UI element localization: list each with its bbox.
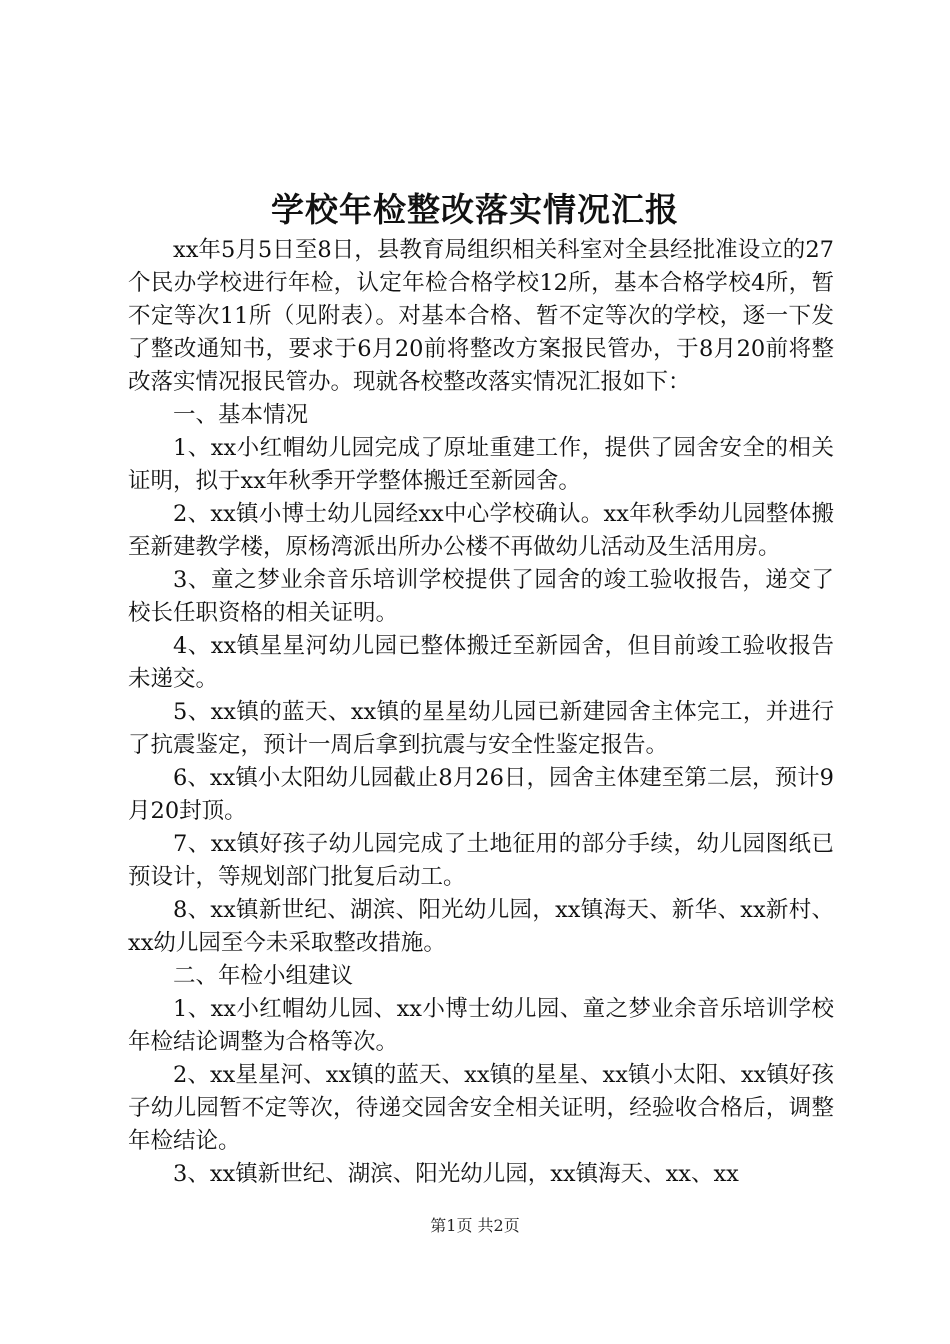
section-heading-basic-situation: 一、基本情况 [173, 402, 309, 428]
intro-paragraph: xx年5月5日至8日，县教育局组织相关科室对全县经批准设立的27个民办学校进行年检，认定年检合格学校12所，基本合格学校4所，暂不定等次11所（见附表）。对基本合格、暂不定等次的学校，逐一下发了整改通知书，要求于6月20前将整改方案报民管办，于8月20前将整改落实情况报民管办。现就各校整改落实情况汇报如下： [128, 237, 834, 395]
basic-situation-item-4: 4、xx镇星星河幼儿园已整体搬迁至新园舍，但目前竣工验收报告未递交。 [128, 633, 834, 692]
basic-situation-item-2: 2、xx镇小博士幼儿园经xx中心学校确认。xx年秋季幼儿园整体搬至新建教学楼，原杨湾派出所办公楼不再做幼儿活动及生活用房。 [128, 501, 834, 560]
recommendation-item-2: 2、xx星星河、xx镇的蓝天、xx镇的星星、xx镇小太阳、xx镇好孩子幼儿园暂不定等次，待递交园舍安全相关证明，经验收合格后，调整年检结论。 [128, 1062, 834, 1154]
recommendation-item-1: 1、xx小红帽幼儿园、xx小博士幼儿园、童之梦业余音乐培训学校年检结论调整为合格等次。 [128, 996, 834, 1055]
basic-situation-item-3: 3、童之梦业余音乐培训学校提供了园舍的竣工验收报告，递交了校长任职资格的相关证明。 [128, 567, 834, 626]
basic-situation-item-8: 8、xx镇新世纪、湖滨、阳光幼儿园，xx镇海天、新华、xx新村、xx幼儿园至今未采取整改措施。 [128, 897, 834, 956]
recommendation-item-3: 3、xx镇新世纪、湖滨、阳光幼儿园，xx镇海天、xx、xx [173, 1161, 739, 1187]
basic-situation-item-5: 5、xx镇的蓝天、xx镇的星星幼儿园已新建园舍主体完工，并进行了抗震鉴定，预计一周后拿到抗震与安全性鉴定报告。 [128, 699, 834, 758]
basic-situation-item-1: 1、xx小红帽幼儿园完成了原址重建工作，提供了园舍安全的相关证明，拟于xx年秋季开学整体搬迁至新园舍。 [128, 435, 834, 494]
page-number-footer: 第1页 共2页 [430, 1216, 520, 1235]
basic-situation-item-7: 7、xx镇好孩子幼儿园完成了土地征用的部分手续，幼儿园图纸已预设计，等规划部门批复后动工。 [128, 831, 834, 890]
document-body [128, 234, 834, 1191]
document-title: 学校年检整改落实情况汇报 [271, 190, 679, 229]
section-heading-recommendations: 二、年检小组建议 [173, 963, 354, 989]
basic-situation-item-6: 6、xx镇小太阳幼儿园截止8月26日，园舍主体建至第二层，预计9月20封顶。 [128, 765, 834, 824]
